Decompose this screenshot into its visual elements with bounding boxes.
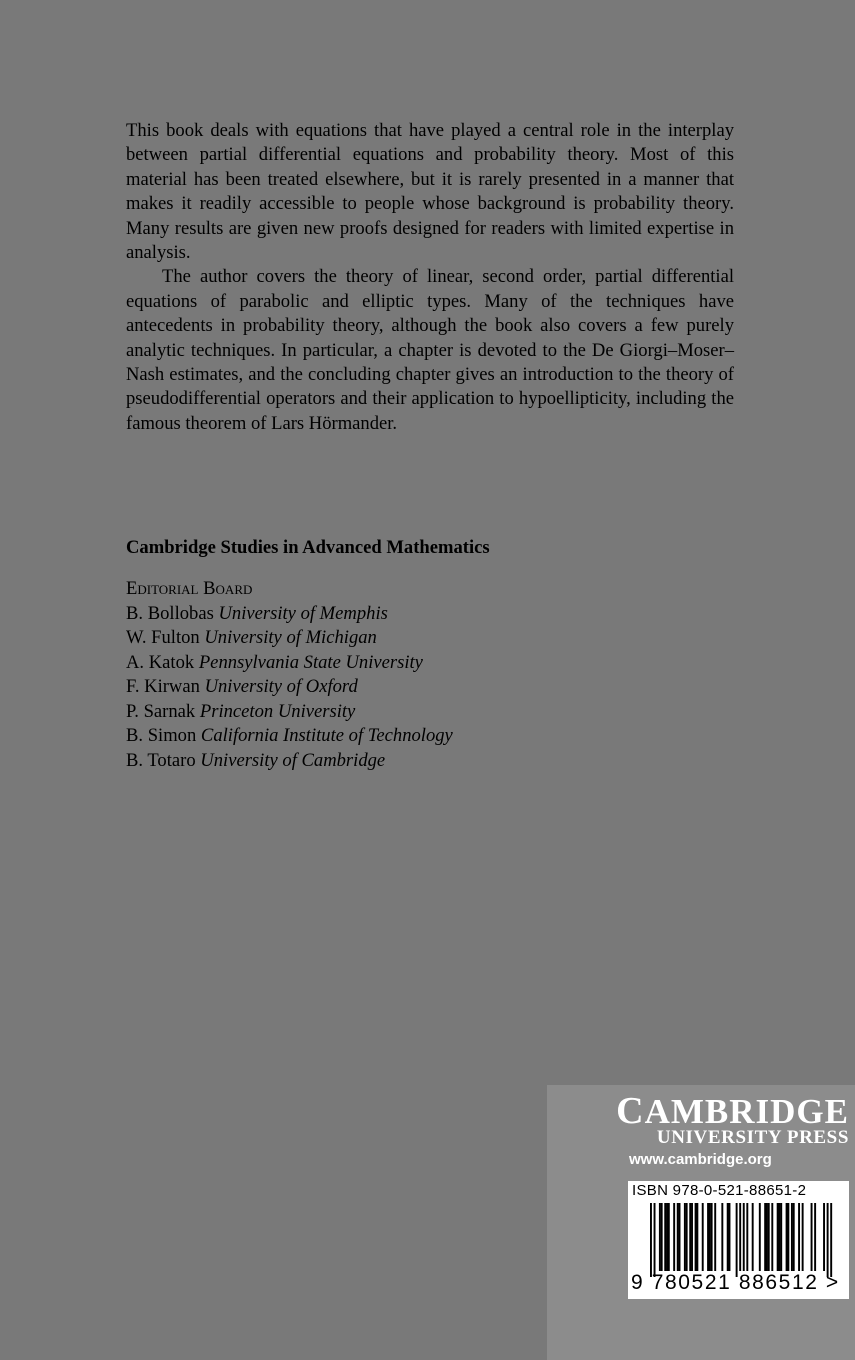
publisher-url: www.cambridge.org xyxy=(629,1151,772,1168)
publisher-name-initial: C xyxy=(616,1090,645,1132)
board-member-affiliation: University of Memphis xyxy=(218,602,388,624)
board-member xyxy=(126,700,453,725)
series-title: Cambridge Studies in Advanced Mathematics xyxy=(126,537,490,558)
barcode-bar xyxy=(711,1203,713,1271)
board-member-name: A. Katok xyxy=(126,651,195,673)
barcode-bar xyxy=(768,1203,770,1271)
barcode-bar xyxy=(679,1203,681,1271)
barcode-bar xyxy=(729,1203,731,1271)
barcode-bar xyxy=(743,1203,745,1271)
publisher-logo xyxy=(616,1090,849,1132)
barcode-bar xyxy=(811,1203,813,1271)
barcode-bar xyxy=(830,1203,832,1277)
barcode-bar xyxy=(721,1203,723,1271)
barcode-bar xyxy=(668,1203,670,1271)
board-member xyxy=(126,651,453,676)
barcode-bar xyxy=(780,1203,782,1271)
barcode-bar xyxy=(689,1203,691,1271)
publisher-subtitle: UNIVERSITY PRESS xyxy=(656,1127,849,1148)
publisher-panel xyxy=(547,1085,855,1360)
back-cover-blurb xyxy=(126,119,734,436)
board-member-name: P. Sarnak xyxy=(126,700,196,722)
board-member-affiliation: Princeton University xyxy=(199,700,356,722)
barcode-bar xyxy=(771,1203,773,1271)
barcode-bar xyxy=(802,1203,804,1271)
publisher-name-rest: AMBRIDGE xyxy=(644,1092,849,1131)
barcode-bar xyxy=(827,1203,829,1277)
board-member-affiliation: California Institute of Technology xyxy=(200,725,453,746)
board-member-name: F. Kirwan xyxy=(126,676,200,697)
board-member-affiliation: University of Cambridge xyxy=(200,749,386,771)
board-member xyxy=(126,749,453,774)
board-member xyxy=(126,675,453,700)
barcode-bar xyxy=(798,1203,800,1271)
barcode-bar xyxy=(659,1203,661,1271)
barcode-bar xyxy=(814,1203,816,1271)
barcode-bar xyxy=(702,1203,704,1271)
board-member-name: B. Simon xyxy=(126,725,197,746)
barcode-bar xyxy=(695,1203,697,1271)
isbn-barcode xyxy=(628,1181,849,1299)
barcode-bar xyxy=(684,1203,686,1271)
board-member-name: B. Totaro xyxy=(126,749,196,771)
barcode-bar xyxy=(786,1203,788,1271)
editorial-board-heading: Editorial Board xyxy=(126,578,253,599)
barcode-bar xyxy=(696,1203,698,1271)
board-member-affiliation: University of Michigan xyxy=(204,627,377,648)
barcode-bar xyxy=(823,1203,825,1271)
barcode-bar xyxy=(677,1203,679,1271)
barcode-bar xyxy=(766,1203,768,1271)
board-member xyxy=(126,602,453,627)
barcode-bar xyxy=(778,1203,780,1271)
barcode-bar xyxy=(666,1203,668,1271)
board-member-affiliation: University of Oxford xyxy=(204,676,358,697)
barcode-bar xyxy=(736,1203,738,1277)
blurb-paragraph-1: This book deals with equations that have played a central role in the interplay between partial differential equations and probability theory. Most of this material has been treated elsewhere, but it is rarely presented in a manner that makes it readily accessible to people whose background is probability theory. Many results are given new proofs designed for readers with limited expertise in analysis. xyxy=(126,120,734,264)
editorial-board xyxy=(126,577,453,773)
blurb-paragraph-2: The author covers the theory of linear, second order, partial differential equations of parabolic and elliptic types. Many of the techniques have antecedents in probability theory, although the book also covers a few purely analytic techniques. In particular, a chapter is devoted to the De Giorgi–Moser–Nash estimates, and the concluding chapter gives an introduction to the theory of pseudodifferential operators and their application to hypoellipticity, including the famous theorem of Lars Hörmander. xyxy=(126,266,734,434)
barcode-bar xyxy=(777,1203,779,1271)
barcode-bar xyxy=(664,1203,666,1271)
barcode-bar xyxy=(673,1203,675,1271)
barcode-bar xyxy=(793,1203,795,1271)
board-member xyxy=(126,626,453,651)
barcode-bar xyxy=(714,1203,716,1271)
barcode-digits: 9 780521 886512 > xyxy=(631,1271,840,1294)
barcode-bar xyxy=(707,1203,709,1271)
board-member-name: B. Bollobas xyxy=(126,602,214,624)
barcode-bar xyxy=(661,1203,663,1271)
barcode-bar xyxy=(791,1203,793,1271)
isbn-label: ISBN 978-0-521-88651-2 xyxy=(632,1182,807,1199)
barcode-bar xyxy=(686,1203,688,1271)
board-member xyxy=(126,724,453,749)
barcode-bar xyxy=(654,1203,656,1277)
barcode-bar xyxy=(709,1203,711,1271)
barcode-bar xyxy=(727,1203,729,1271)
barcode-bar xyxy=(787,1203,789,1271)
board-member-affiliation: Pennsylvania State University xyxy=(198,651,423,673)
barcode-bar xyxy=(759,1203,761,1271)
barcode-bar xyxy=(650,1203,652,1277)
barcode-bar xyxy=(752,1203,754,1271)
barcode-bar xyxy=(764,1203,766,1271)
barcode-bar xyxy=(746,1203,748,1271)
barcode-bar xyxy=(739,1203,741,1271)
barcode-bar xyxy=(691,1203,693,1271)
board-member-name: W. Fulton xyxy=(126,627,200,648)
